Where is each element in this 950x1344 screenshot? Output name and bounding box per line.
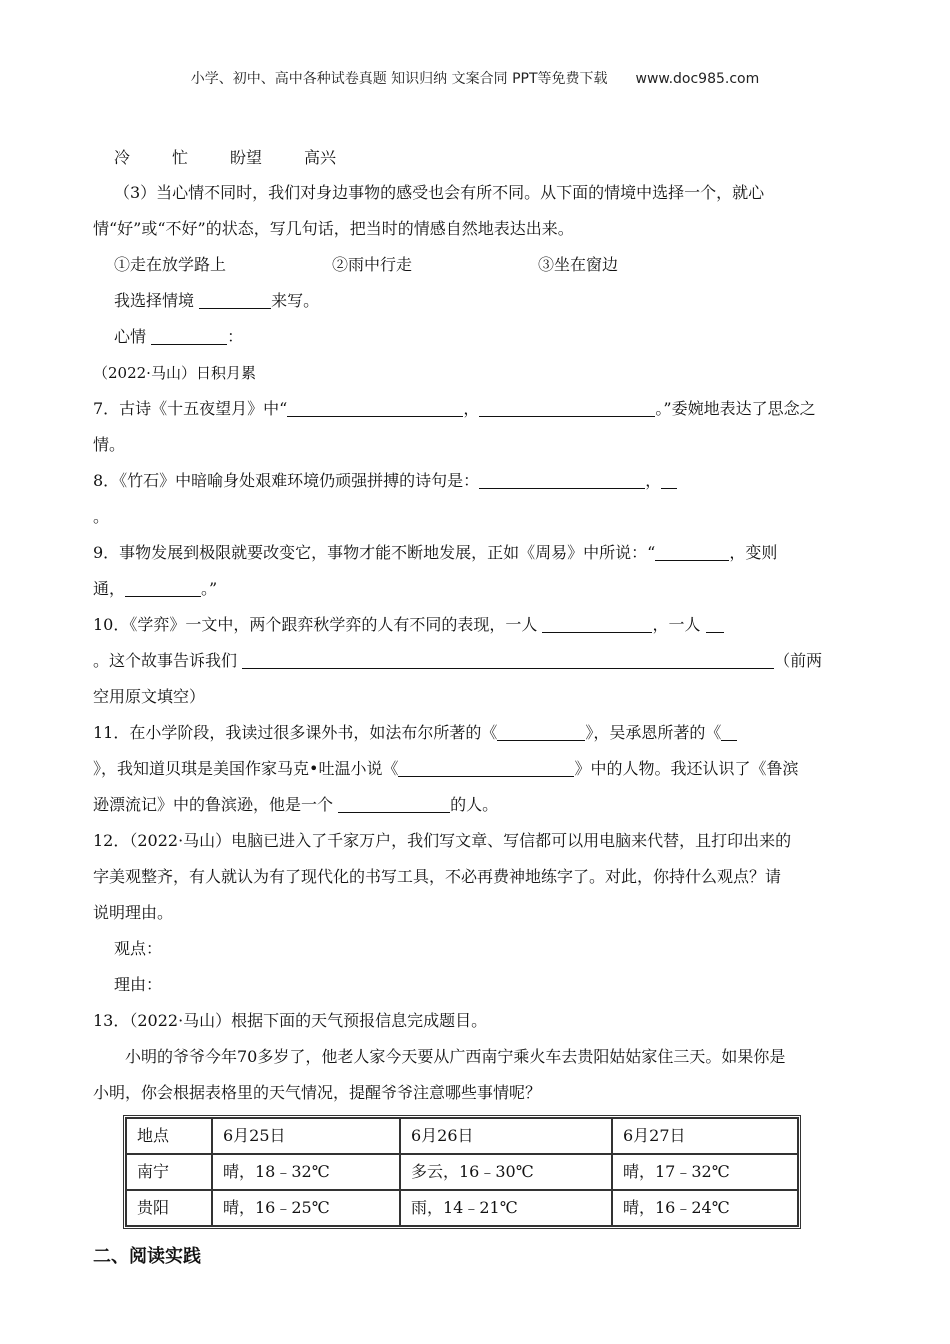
q3-choose-line: 我选择情境 来写。 — [93, 283, 857, 319]
q11-line3: 逊漂流记》中的鲁滨逊，他是一个 的人。 — [93, 787, 857, 823]
q10-line3: 空用原文填空） — [93, 687, 206, 706]
option-2: ②雨中行走 — [332, 255, 413, 274]
section-heading: 二、阅读实践 — [93, 1246, 201, 1267]
table-cell: 雨，14﹣21℃ — [400, 1190, 612, 1226]
q12-line3: 说明理由。 — [93, 903, 174, 922]
table-row — [126, 1190, 798, 1226]
q8-blank-2[interactable] — [661, 468, 677, 489]
q13-line1: 13．（2022·马山）根据下面的天气预报信息完成题目。 — [93, 1011, 488, 1030]
option-1: ①走在放学路上 — [114, 255, 227, 274]
table-cell: 晴，17﹣32℃ — [612, 1154, 798, 1190]
worksheet-content — [93, 140, 857, 1275]
q8-line1: 8．《竹石》中暗喻身处艰难环境仍顽强拼搏的诗句是： ， — [93, 463, 857, 499]
q11-blank-4[interactable] — [338, 792, 450, 813]
page-header — [0, 68, 950, 88]
table-header-cell: 6月27日 — [612, 1118, 798, 1154]
q12-view: 观点： — [114, 939, 163, 958]
q10-blank-1[interactable] — [542, 612, 652, 633]
q11-blank-1[interactable] — [497, 720, 585, 741]
table-header-cell: 地点 — [126, 1118, 212, 1154]
word-item: 高兴 — [304, 148, 337, 167]
word-list — [93, 140, 857, 176]
q9-blank-1[interactable] — [655, 540, 729, 561]
q12-line1: 12．（2022·马山）电脑已进入了千家万户，我们写文章、写信都可以用电脑来代替，且打印出来的 — [93, 831, 792, 850]
table-cell: 晴，16﹣25℃ — [212, 1190, 400, 1226]
header-text: 小学、初中、高中各种试卷真题 知识归纳 文案合同 PPT等免费下载 — [190, 71, 608, 87]
word-item: 忙 — [172, 148, 189, 167]
q7-line1: 7．古诗《十五夜望月》中“ ， 。”委婉地表达了思念之 — [93, 391, 857, 427]
option-3: ③坐在窗边 — [538, 255, 619, 274]
table-header-cell: 6月25日 — [212, 1118, 400, 1154]
q10-blank-3[interactable] — [242, 648, 774, 669]
q9-line1: 9．事物发展到极限就要改变它，事物才能不断地发展，正如《周易》中所说：“ ，变则 — [93, 535, 857, 571]
choose-blank[interactable] — [199, 288, 271, 309]
word-item: 冷 — [114, 148, 131, 167]
q13-line2: 小明的爷爷今年70多岁了，他老人家今天要从广西南宁乘火车去贵阳姑姑家住三天。如果你是 — [125, 1047, 786, 1066]
q9-line2: 通， 。” — [93, 571, 857, 607]
q11-blank-3[interactable] — [398, 756, 574, 777]
q11-line2: 》，我知道贝琪是美国作家马克•吐温小说《 》中的人物。我还认识了《鲁滨 — [93, 751, 857, 787]
q10-blank-2[interactable] — [706, 612, 724, 633]
table-header-cell: 6月26日 — [400, 1118, 612, 1154]
table-cell: 南宁 — [126, 1154, 212, 1190]
mood-blank[interactable] — [151, 324, 227, 345]
q10-line2: 。这个故事告诉我们 （前两 — [93, 643, 857, 679]
table-cell: 晴，18﹣32℃ — [212, 1154, 400, 1190]
table-header-row — [126, 1118, 798, 1154]
table-row — [126, 1154, 798, 1190]
table-cell: 多云，16﹣30℃ — [400, 1154, 612, 1190]
word-item: 盼望 — [230, 148, 263, 167]
table-cell: 贵阳 — [126, 1190, 212, 1226]
q12-reason: 理由： — [114, 975, 163, 994]
table-cell: 晴，16﹣24℃ — [612, 1190, 798, 1226]
q7-blank-2[interactable] — [479, 396, 655, 417]
q11-blank-2[interactable] — [721, 720, 737, 741]
q3-line2: 情“好”或“不好”的状态，写几句话，把当时的情感自然地表达出来。 — [93, 219, 574, 238]
q3-mood-line: 心情 ： — [93, 319, 857, 355]
q13-line3: 小明，你会根据表格里的天气情况，提醒爷爷注意哪些事情呢？ — [93, 1083, 542, 1102]
weather-table — [123, 1115, 801, 1229]
section-tag: （2022·马山）日积月累 — [93, 364, 256, 382]
header-site: www.doc985.com — [635, 71, 760, 87]
q10-line1: 10．《学弈》一文中，两个跟弈秋学弈的人有不同的表现，一人 ，一人 — [93, 607, 857, 643]
q7-line2: 情。 — [93, 435, 126, 454]
q8-blank-1[interactable] — [479, 468, 645, 489]
q11-line1: 11．在小学阶段，我读过很多课外书，如法布尔所著的《 》，吴承恩所著的《 — [93, 715, 857, 751]
q3-line1: （3）当心情不同时，我们对身边事物的感受也会有所不同。从下面的情境中选择一个，就心 — [114, 183, 765, 202]
q12-line2: 字美观整齐，有人就认为有了现代化的书写工具，不必再费神地练字了。对此，你持什么观点？请 — [93, 867, 782, 886]
q7-blank-1[interactable] — [287, 396, 463, 417]
q3-options — [93, 247, 857, 283]
q9-blank-2[interactable] — [125, 576, 201, 597]
q8-line2: 。 — [93, 507, 110, 526]
